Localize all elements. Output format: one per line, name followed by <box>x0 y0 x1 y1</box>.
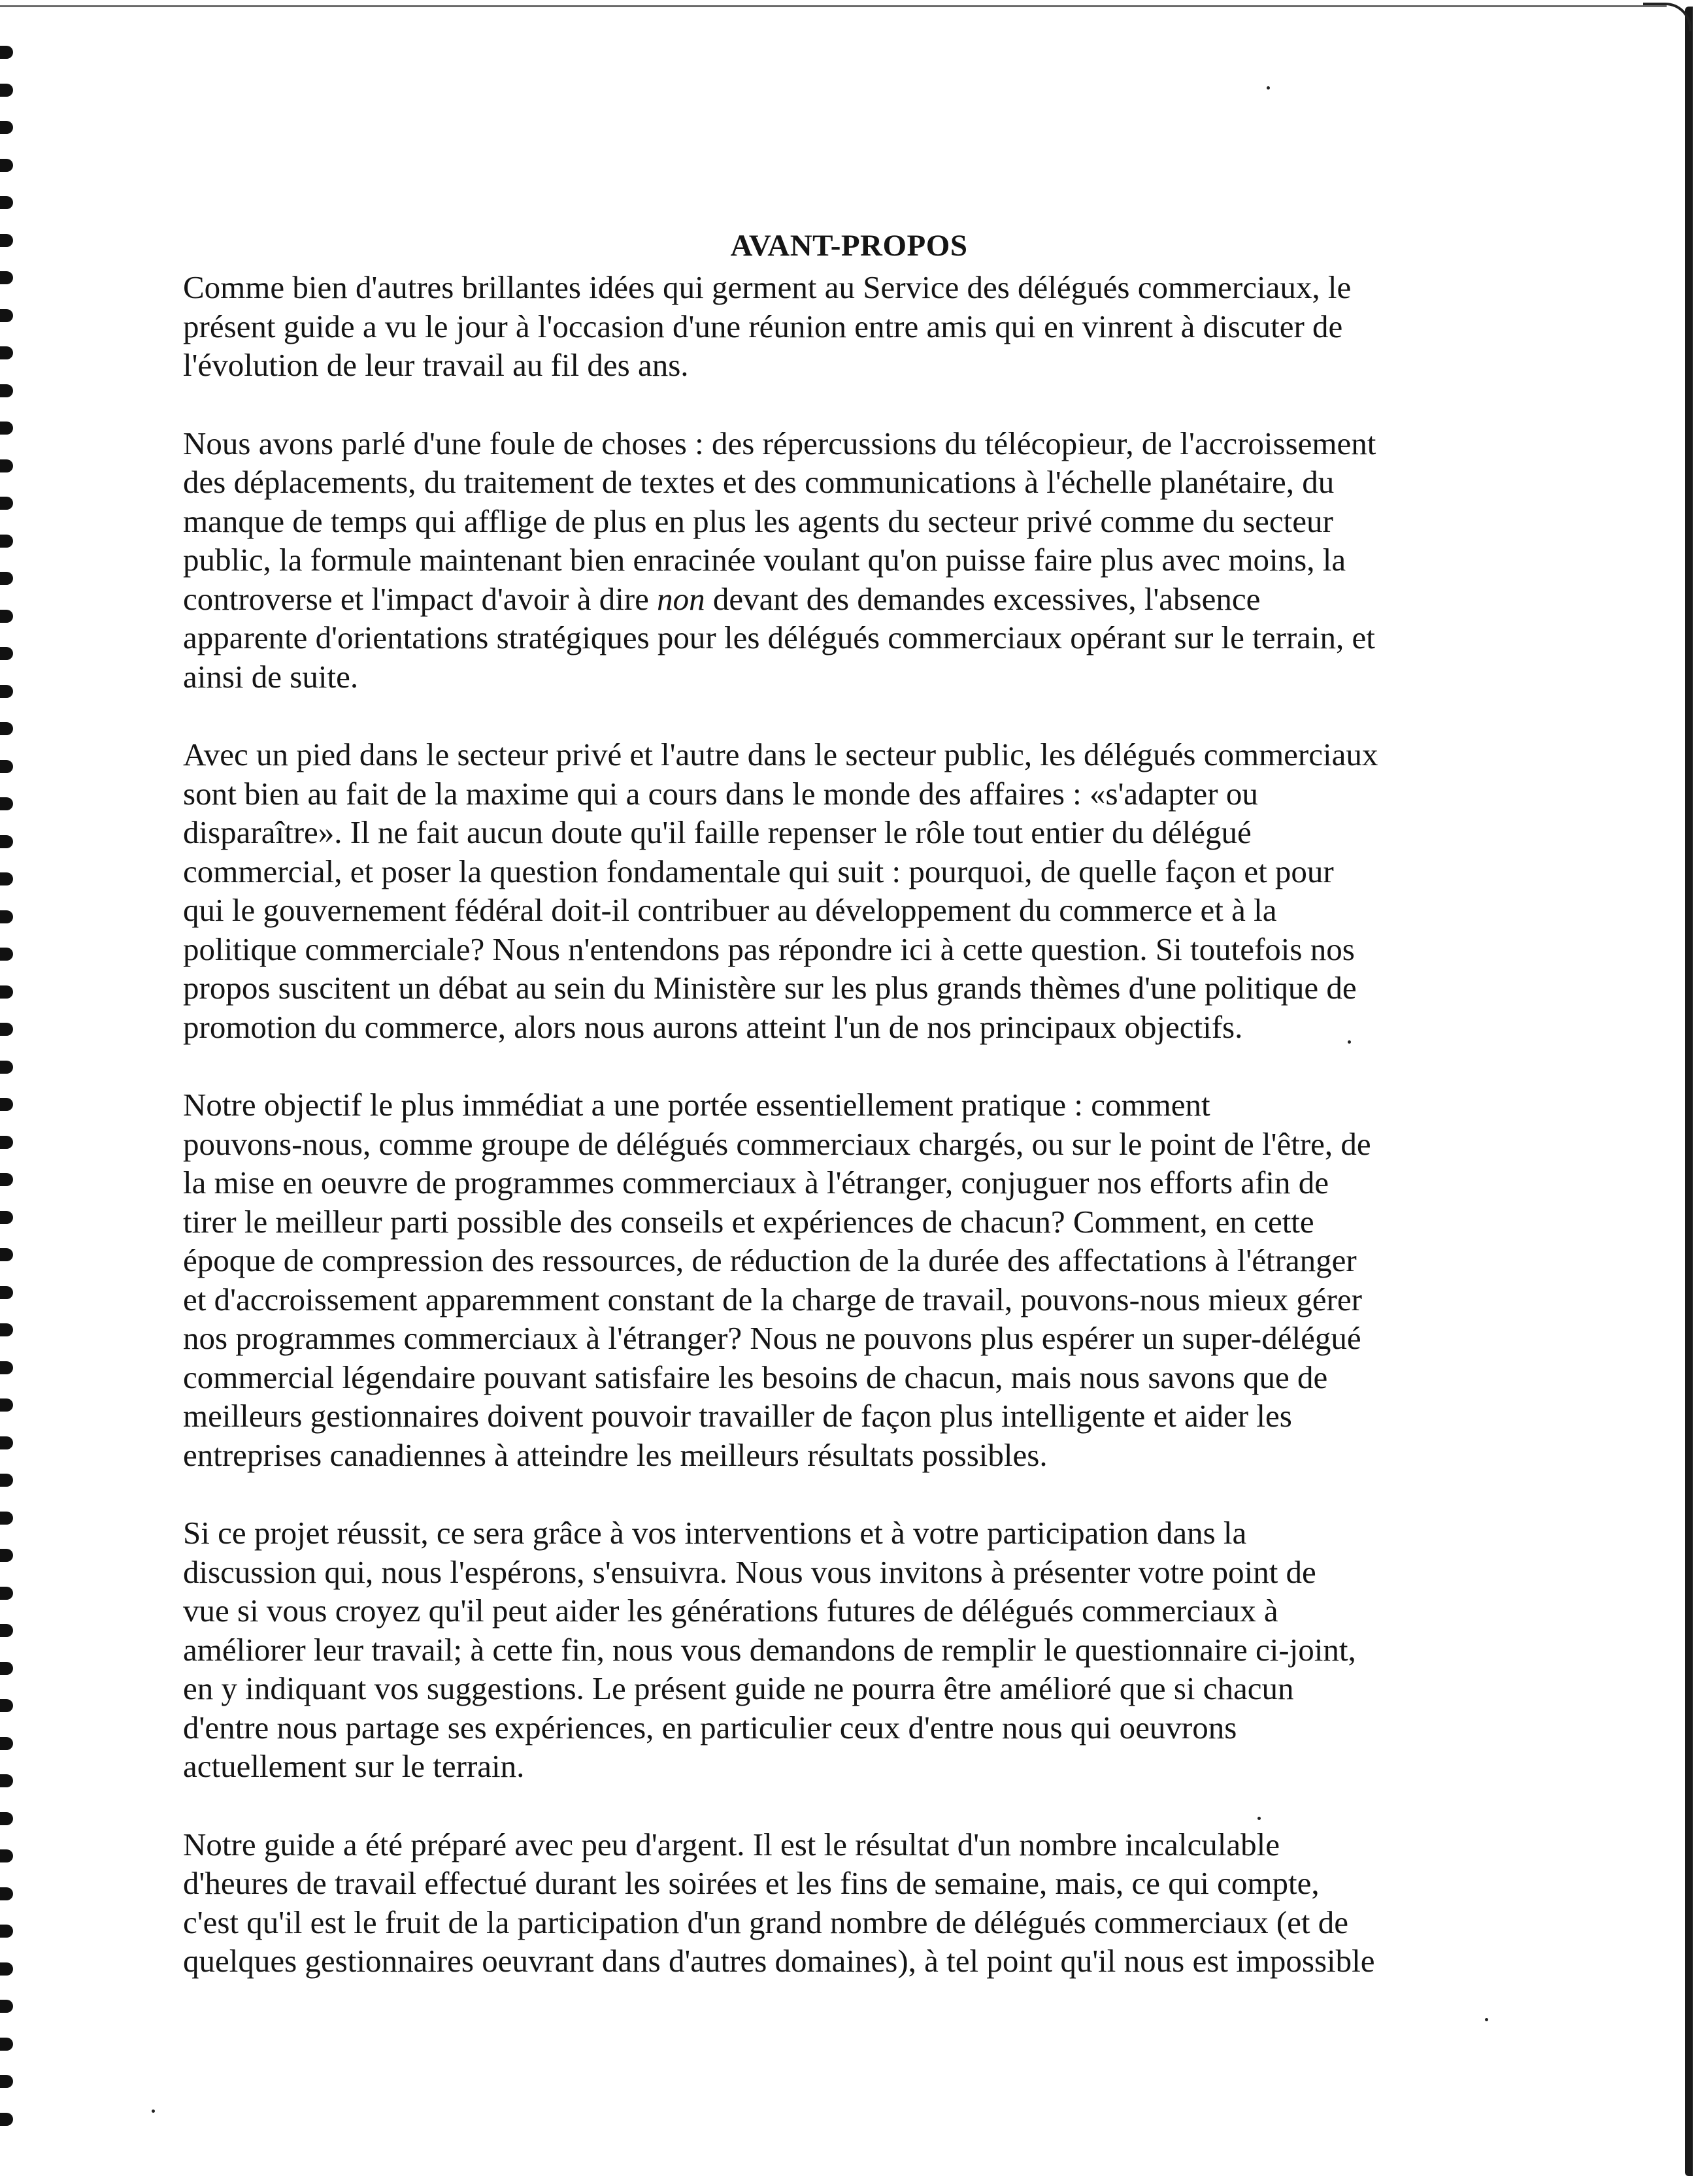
text-line: apparente d'orientations stratégiques pour les délégués commerciaux opérant sur le terrain, et <box>183 620 1375 655</box>
text-line: quelques gestionnaires oeuvrant dans d'autres domaines), à tel point qu'il nous est impossible <box>183 1943 1375 1979</box>
text-line: la mise en oeuvre de programmes commerciaux à l'étranger, conjuguer nos efforts afin de <box>183 1165 1329 1200</box>
text-line: commercial légendaire pouvant satisfaire les besoins de chacun, mais nous savons que de <box>183 1359 1328 1395</box>
text-line: d'entre nous partage ses expériences, en particulier ceux d'entre nous qui oeuvrons <box>183 1709 1237 1746</box>
binding-hole <box>0 835 13 848</box>
text-line: disparaître». Il ne fait aucun doute qu'il faille repenser le rôle tout entier du délégué <box>183 814 1252 850</box>
text-line: sont bien au fait de la maxime qui a cours dans le monde des affaires : «s'adapter ou <box>183 775 1258 812</box>
text-line: ainsi de suite. <box>183 658 359 695</box>
paragraph-topics <box>183 424 1516 697</box>
binding-hole <box>0 1173 13 1186</box>
paragraph-participation <box>183 1514 1516 1786</box>
paragraph-context <box>183 735 1516 1046</box>
binding-hole <box>0 271 13 284</box>
binding-hole <box>0 1962 13 1976</box>
binding-hole <box>0 722 13 735</box>
binding-hole <box>0 309 13 322</box>
spiral-binding <box>0 46 14 2137</box>
text-line: c'est qu'il est le fruit de la participation d'un grand nombre de délégués commerciaux (et de <box>183 1904 1349 1940</box>
text-line: Notre objectif le plus immédiat a une portée essentiellement pratique : comment <box>183 1087 1210 1123</box>
page-top-edge <box>0 5 1667 7</box>
text-line: des déplacements, du traitement de textes et des communications à l'échelle planétaire, du <box>183 464 1335 500</box>
binding-hole <box>0 647 13 660</box>
binding-hole <box>0 1211 13 1224</box>
binding-hole <box>0 1023 13 1036</box>
binding-hole <box>0 459 13 472</box>
text-line: améliorer leur travail; à cette fin, nous vous demandons de remplir le questionnaire ci-joint, <box>183 1631 1356 1668</box>
binding-hole <box>0 1061 13 1074</box>
text-line: discussion qui, nous l'espérons, s'ensuivra. Nous vous invitons à présenter votre point de <box>183 1553 1316 1590</box>
binding-hole <box>0 1098 13 1111</box>
scan-speck <box>1257 1817 1261 1820</box>
binding-hole <box>0 384 13 397</box>
text-line: propos suscitent un débat au sein du Ministère sur les plus grands thèmes d'une politique de <box>183 970 1357 1006</box>
binding-hole <box>0 2075 13 2088</box>
binding-hole <box>0 1248 13 1261</box>
text-line: Nous avons parlé d'une foule de choses : des répercussions du télécopieur, de l'accroissement <box>183 425 1376 461</box>
text-line: présent guide a vu le jour à l'occasion d'une réunion entre amis qui en vinrent à discuter de <box>183 308 1343 344</box>
text-line: pouvons-nous, comme groupe de délégués commerciaux chargés, ou sur le point de l'être, de <box>183 1125 1371 1162</box>
document-body <box>183 268 1516 2020</box>
text-line: Si ce projet réussit, ce sera grâce à vos interventions et à votre participation dans la <box>183 1515 1247 1551</box>
binding-hole <box>0 121 13 134</box>
binding-hole <box>0 572 13 585</box>
binding-hole <box>0 84 13 97</box>
text-line: l'évolution de leur travail au fil des ans. <box>183 347 689 383</box>
emphasis-word: non <box>657 580 705 617</box>
paragraph-acknowledgements <box>183 1825 1516 1981</box>
binding-hole <box>0 46 13 59</box>
binding-hole <box>0 1812 13 1825</box>
binding-hole <box>0 1436 13 1449</box>
paragraph-objective <box>183 1085 1516 1474</box>
binding-hole <box>0 1286 13 1299</box>
text-line: d'heures de travail effectué durant les soirées et les fins de semaine, mais, ce qui compte, <box>183 1865 1320 1901</box>
text-line: public, la formule maintenant bien enracinée voulant qu'on puisse faire plus avec moins, la <box>183 542 1346 578</box>
binding-hole <box>0 985 13 999</box>
binding-hole <box>0 1361 13 1374</box>
binding-hole <box>0 535 13 548</box>
text-line: Avec un pied dans le secteur privé et l'autre dans le secteur public, les délégués commerciaux <box>183 736 1378 772</box>
binding-hole <box>0 1512 13 1525</box>
page-right-edge <box>1685 7 1693 2176</box>
binding-hole <box>0 1474 13 1487</box>
binding-hole <box>0 497 13 510</box>
text-line: qui le gouvernement fédéral doit-il contribuer au développement du commerce et à la <box>183 892 1277 928</box>
binding-hole <box>0 872 13 885</box>
binding-hole <box>0 685 13 698</box>
binding-hole <box>0 1737 13 1750</box>
binding-hole <box>0 760 13 773</box>
binding-hole <box>0 2113 13 2126</box>
binding-hole <box>0 196 13 209</box>
text-line: meilleurs gestionnaires doivent pouvoir travailler de façon plus intelligente et aider les <box>183 1398 1292 1434</box>
binding-hole <box>0 1774 13 1787</box>
binding-hole <box>0 1398 13 1412</box>
binding-hole <box>0 1849 13 1862</box>
text-line: commercial, et poser la question fondamentale qui suit : pourquoi, de quelle façon et pour <box>183 853 1334 889</box>
scan-speck <box>1485 2018 1488 2021</box>
paragraph-intro <box>183 268 1516 385</box>
text-line: tirer le meilleur parti possible des conseils et expériences de chacun? Comment, en cette <box>183 1203 1314 1240</box>
binding-hole <box>0 2000 13 2013</box>
scan-speck <box>1267 86 1270 90</box>
text-line: Notre guide a été préparé avec peu d'argent. Il est le résultat d'un nombre incalculable <box>183 1826 1280 1862</box>
binding-hole <box>0 1624 13 1637</box>
scan-speck <box>1348 1040 1351 1044</box>
text-line: nos programmes commerciaux à l'étranger? Nous ne pouvons plus espérer un super-délégué <box>183 1320 1361 1356</box>
scan-speck <box>152 2110 155 2113</box>
binding-hole <box>0 1887 13 1900</box>
binding-hole <box>0 1662 13 1675</box>
text-line: manque de temps qui afflige de plus en plus les agents du secteur privé comme du secteur <box>183 503 1333 539</box>
binding-hole <box>0 1549 13 1562</box>
binding-hole <box>0 610 13 623</box>
binding-hole <box>0 1323 13 1336</box>
binding-hole <box>0 2038 13 2051</box>
binding-hole <box>0 159 13 172</box>
binding-hole <box>0 1587 13 1600</box>
binding-hole <box>0 1136 13 1149</box>
binding-hole <box>0 346 13 359</box>
text-line: époque de compression des ressources, de réduction de la durée des affectations à l'étranger <box>183 1242 1357 1278</box>
text-line: controverse et l'impact d'avoir à dire non devant des demandes excessives, l'absence <box>183 580 1261 617</box>
text-line: Comme bien d'autres brillantes idées qui germent au Service des délégués commerciaux, le <box>183 269 1352 305</box>
text-line: actuellement sur le terrain. <box>183 1748 525 1784</box>
binding-hole <box>0 797 13 810</box>
text-line: politique commerciale? Nous n'entendons pas répondre ici à cette question. Si toutefois nos <box>183 931 1355 967</box>
binding-hole <box>0 948 13 961</box>
binding-hole <box>0 1925 13 1938</box>
text-line: en y indiquant vos suggestions. Le présent guide ne pourra être amélioré que si chacun <box>183 1670 1294 1706</box>
text-line: et d'accroissement apparemment constant de la charge de travail, pouvons-nous mieux gérer <box>183 1281 1362 1317</box>
text-line: vue si vous croyez qu'il peut aider les générations futures de délégués commerciaux à <box>183 1593 1278 1629</box>
text-line: entreprises canadiennes à atteindre les meilleurs résultats possibles. <box>183 1436 1048 1473</box>
binding-hole <box>0 910 13 923</box>
binding-hole <box>0 422 13 435</box>
text-line: promotion du commerce, alors nous aurons atteint l'un de nos principaux objectifs. <box>183 1008 1243 1045</box>
page-title: AVANT-PROPOS <box>730 229 968 263</box>
binding-hole <box>0 1699 13 1712</box>
page-corner-curl <box>1643 3 1691 31</box>
